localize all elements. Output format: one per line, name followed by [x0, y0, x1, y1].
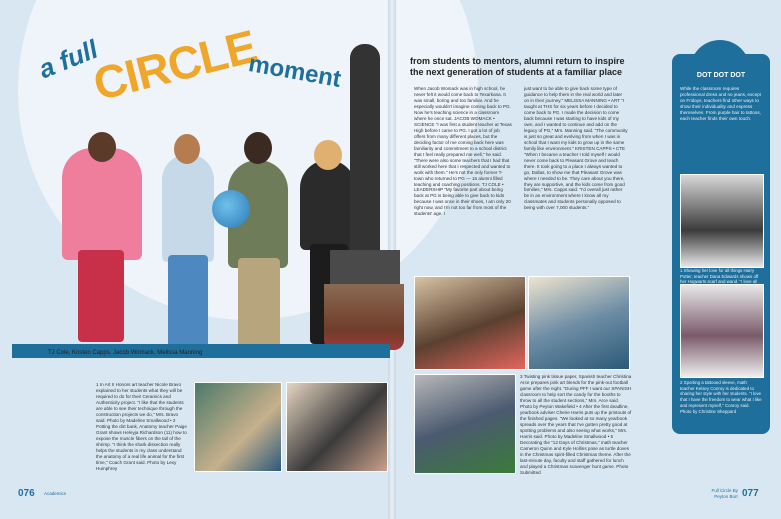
person-head-4: [314, 140, 342, 170]
person-legs-3: [238, 258, 280, 348]
section-tag-right: Full Circle By Peyton Burr: [711, 488, 738, 499]
paintbrush-ferrule: [330, 250, 400, 286]
photo-christmas-teachers: [414, 374, 516, 474]
page-number-right: 077: [742, 488, 759, 499]
person-legs-1: [78, 250, 124, 342]
photo-teacher-desk: [194, 382, 282, 472]
page-number-left: 076: [18, 488, 35, 499]
sidebar-photo-2: [680, 284, 764, 378]
photo-tissue-paper: [414, 276, 526, 370]
sidebar-text: While the classroom requires professional dress and no jeans, except on Fridays, teachers find other ways to show their individuality and express themselves. From purple hair to tattoos, each teacher finds their own touch.: [680, 86, 761, 121]
title-part-circle: CIRCLE: [88, 19, 262, 111]
person-head-3: [244, 132, 272, 164]
person-torso-1: [62, 148, 142, 260]
sidebar-caption-2: 2 Sporting a tattooed sleeve, math teacher Kelsey Conroy is dedicated to sharing her style with her students. "I love that I have the freedom to wear what I like and represent myself," Conroy said. Photo by Christine Sheppard: [680, 380, 762, 414]
sidebar-title: DOT DOT DOT: [696, 72, 746, 79]
person-head-1: [88, 132, 116, 162]
person-legs-2: [168, 255, 208, 347]
paintbrush-bristles: [324, 284, 404, 350]
photo-caption-left: 1 In Art II Honors art teacher Nicole Bravo explained to her students what they will be required to do for their Ceramics and Authenticity project. "I like that the students are able to see their technique through the construction projects we do," Mrs. Bravo said. Photo by Madeline Smallwood • 2 Potting the dirt bank, Anatomy teacher Paige Grant shows Heleyja Richardson (11) how to expose the muscle fibers on the tail of the shrimp. "I think the shark dissection really helps the students in my class understand the anatomy of a real life animal for the first time," Coach Grant said. Photo by Lexy Humphrey: [96, 382, 187, 471]
sidebar-photo-1: [680, 174, 764, 268]
body-column-2: just want to be able to give back some type of guidance to help them in the real world and later on in their journey." MELISSA MANNING • ART "I taught at THS for six years before I decided to come back to PG. I made the decision to come back because I was starting to have kids of my own, and I wanted to continue and add on the legacy of PG," Mrs. Manning said. "The community is just so great and evolving from when I was in school that I want my kids to grow up in the same family like environment." KRISTEN CAPPS • CTE "When I became a teacher I told myself I would never come back to Pleasant Grove and teach there. It took going to a place I always wanted to go, Dallas, to show me that Pleasant Grove was where I needed to be. They care about you there, they are supportive, and the kids come from good families," Mrs. Capps said. "I'd overall just rather be in an environment where I know all my classmates and students personally opposed to being with over 7,000 students.": [524, 86, 628, 211]
person-torso-4: [300, 160, 356, 250]
paintbrush-handle: [350, 44, 380, 274]
person-torso-2: [162, 154, 214, 262]
title-part-a-full: a full: [34, 33, 102, 85]
photo-caption-right: 3 Twisting pink tissue paper, Spanish teacher Christina Arce prepares pink art blends for the pink-out football game after the night. "During PFF I want our SPANISH classroom to help sort the candy for the booths to throw to all the student sections," Mrs. Arce said. Photo by Peyton Wakefield • 4 After the first deadline, yearbook adviser Cherie Harris puts up the printouts of the finished pages. "We looked at so many yearbook spreads over the years that I've gotten pretty good at spotting problems and also seeing what works," Mrs. Harris said. Photo by Madeline Smallwood • 5 Decorating the "12 Days of Christmas," math teacher Cameron Quinn and Kyle Hollins pose as turtle doves in the Christmas spirit-filled Christmas theme. After the last-minute day, faculty and staff gathered for lunch and played a Christmas scavenger hunt game. Photo Submitted: [520, 374, 632, 475]
title-part-moment: moment: [246, 50, 344, 93]
group-photo-caption: TJ Cole, Kristen Capps, Jacob Womack, Melissa Manning: [48, 350, 203, 356]
body-column-1: When Jacob Womack was in high school, he never felt it would come back to Texarkana. It was small, boring and too familiar. And he especially wouldn't imagine coming back to PG. Now he's teaching science in a classroom where he once sat. JACOB WOMACK • SCIENCE "I was first a student teacher at Texas High before I came to PG. I got a lot of job offers from many different places, but the deciding factor of me coming back here was familiarity and commitment to a school district that I feel really prepared me well," he said. "There were also some teachers that I had that still worked here that I respected and wanted to work with them." He's not the only former T-town who returned to PG — 16 alumni filled teaching and coaching positions. TJ COLE • LEADERSHIP "My favorite part about being back at PG is being able to give back to kids because I was once in their shoes, I am only 20 right now, and I'm not too far from most of the students' age. I: [414, 86, 512, 217]
photo-yearbook-adviser: [528, 276, 630, 370]
section-tag-left: Academics: [44, 491, 67, 496]
sidebar-caption-1: 1 Showing her love for all things Harry Potter, teacher Dana Edwards shows off her Hogwarts scarf and wand. "I love all: [680, 268, 759, 285]
spread-headline: from students to mentors, alumni return to inspire the next generation of students at a familiar place: [410, 56, 625, 77]
globe-icon: [212, 190, 250, 228]
photo-dissection: [286, 382, 388, 472]
person-head-2: [174, 134, 200, 164]
